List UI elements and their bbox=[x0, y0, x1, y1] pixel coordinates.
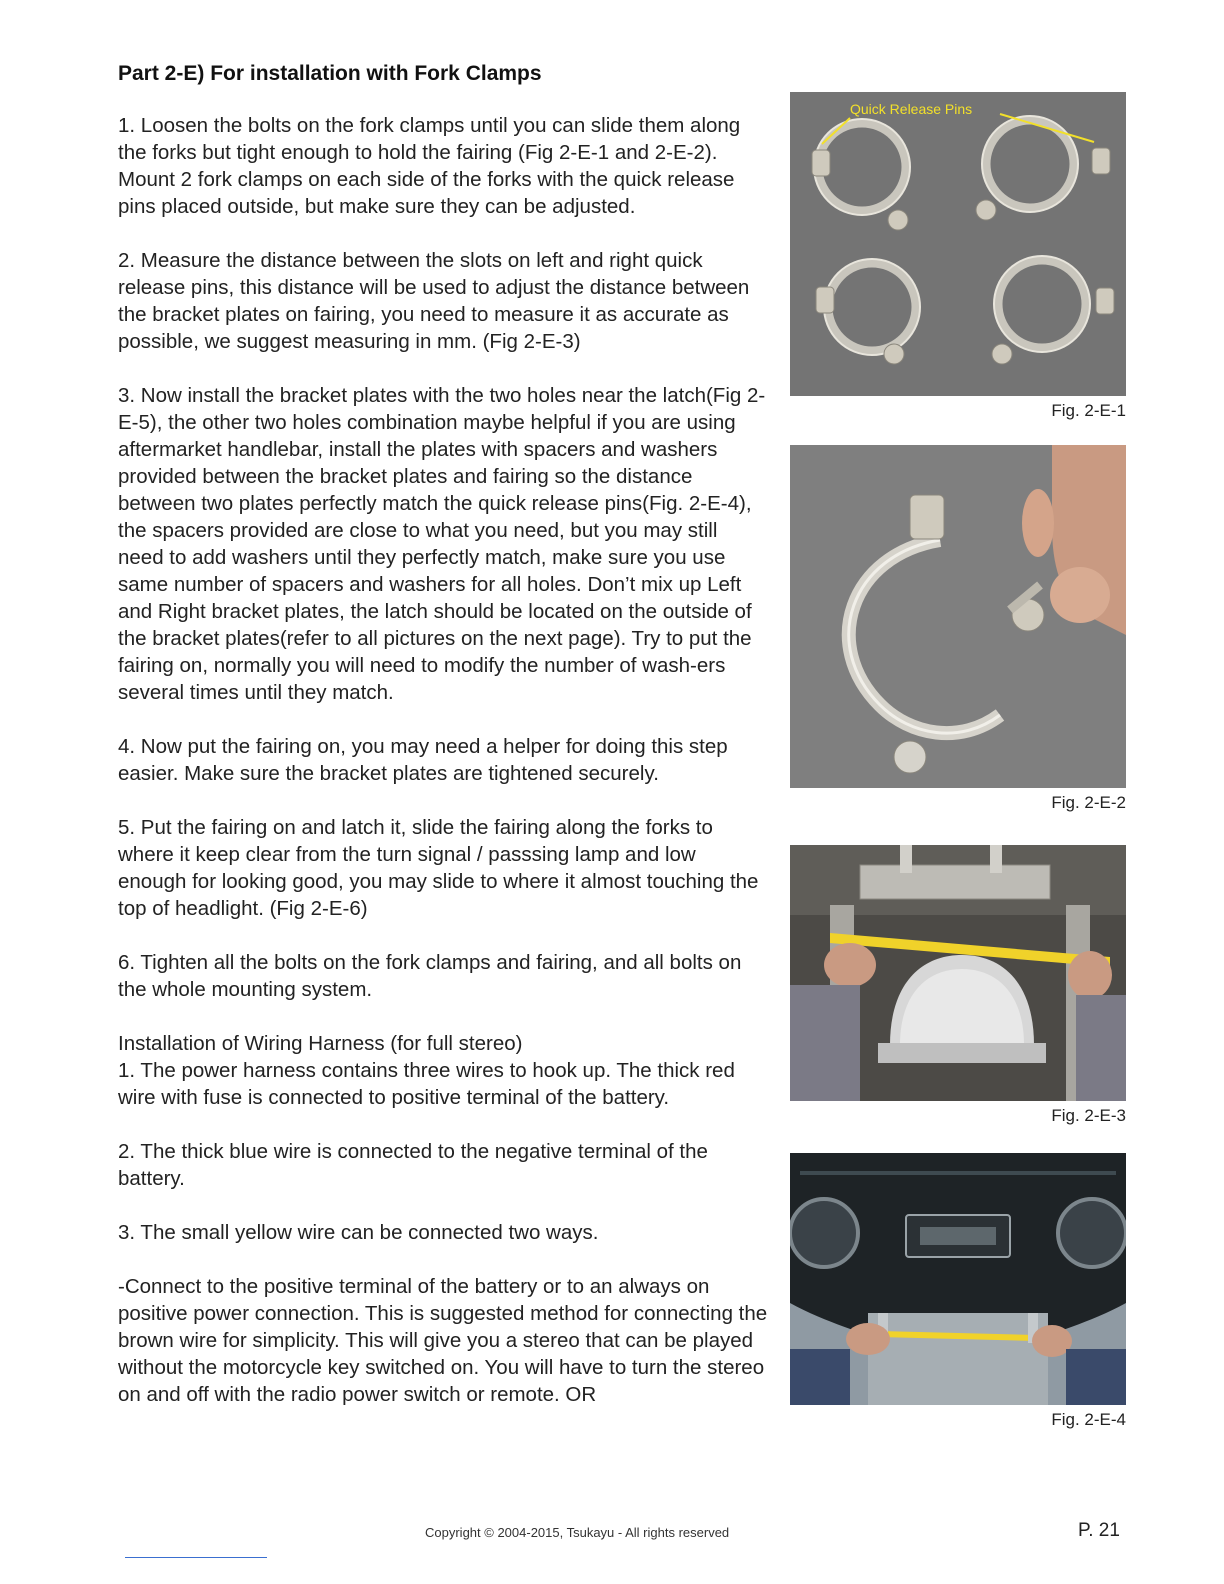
figure-2-e-1 bbox=[790, 92, 1126, 421]
figure-caption: Fig. 2-E-3 bbox=[1051, 1106, 1126, 1125]
step-3: 3. Now install the bracket plates with the two holes near the latch(Fig 2-E-5), the other two holes combination maybe helpful if you are using aftermarket handlebar, install the plates with spacers and washers provided between the bracket plates and fairing so the distance between two plates perfectly match the quick release pins(Fig. 2-E-4), the spacers provided are close to what you need, but you may still need to add washers until they perfectly match, make sure you use same number of spacers and washers for all holes. Don’t mix up Left and Right bracket plates, the latch should be located on the outside of the bracket plates(refer to all pictures on the next page). Try to put the fairing on, normally you will need to modify the number of wash-ers several times until they match. bbox=[118, 384, 766, 704]
wiring-heading: Installation of Wiring Harness (for full stereo) bbox=[118, 1032, 523, 1055]
measuring-tape-photo bbox=[790, 845, 1126, 1101]
quick-release-pins-label: Quick Release Pins bbox=[850, 101, 973, 117]
step-4: 4. Now put the fairing on, you may need a helper for doing this step easier. Make sure the bracket plates are tightened securely. bbox=[118, 735, 728, 785]
figure-2-e-3 bbox=[790, 845, 1126, 1126]
wiring-step-3: 3. The small yellow wire can be connected two ways. bbox=[118, 1221, 599, 1244]
page-number: P. 21 bbox=[1078, 1520, 1120, 1541]
step-6: 6. Tighten all the bolts on the fork clamps and fairing, and all bolts on the whole mounting system. bbox=[118, 951, 742, 1001]
wiring-option-a: -Connect to the positive terminal of the battery or to an always on positive power connection. This is suggested method for connecting the brown wire for simplicity. This will give you a stereo that can be played without the motorcycle key switched on. You will have to turn the stereo on and off with the radio power switch or remote. OR bbox=[118, 1275, 768, 1406]
fairing-measure-photo bbox=[790, 1153, 1126, 1405]
step-5: 5. Put the fairing on and latch it, slide the fairing along the forks to where it keep clear from the turn signal / passsing lamp and low enough for looking good, you may slide to where it almost touching the top of headlight. (Fig 2-E-6) bbox=[118, 816, 759, 920]
fairing-measure-illustration bbox=[790, 1153, 1126, 1405]
footer-rule bbox=[125, 1557, 267, 1558]
figure-caption: Fig. 2-E-4 bbox=[1051, 1410, 1126, 1429]
clamp-in-hand-illustration bbox=[790, 445, 1126, 788]
fork-clamps-illustration bbox=[790, 92, 1126, 396]
figure-caption: Fig. 2-E-1 bbox=[1051, 401, 1126, 420]
measuring-tape-illustration bbox=[790, 845, 1126, 1101]
section-heading: Part 2-E) For installation with Fork Clamps bbox=[118, 62, 542, 85]
figure-2-e-4 bbox=[790, 1153, 1126, 1430]
wiring-step-2: 2. The thick blue wire is connected to the negative terminal of the battery. bbox=[118, 1140, 708, 1190]
wiring-step-1: 1. The power harness contains three wires to hook up. The thick red wire with fuse is connected to positive terminal of the battery. bbox=[118, 1059, 735, 1109]
instructions-column bbox=[118, 60, 768, 1435]
clamp-in-hand-photo bbox=[790, 445, 1126, 788]
step-1: 1. Loosen the bolts on the fork clamps until you can slide them along the forks but tight enough to hold the fairing (Fig 2-E-1 and 2-E-2). Mount 2 fork clamps on each side of the forks with the quick release pins placed outside, but make sure they can be adjusted. bbox=[118, 114, 741, 218]
figure-2-e-2 bbox=[790, 445, 1126, 813]
copyright-notice: Copyright © 2004-2015, Tsukayu - All rights reserved bbox=[425, 1525, 730, 1540]
step-2: 2. Measure the distance between the slots on left and right quick release pins, this distance will be used to adjust the distance between the bracket plates on fairing, you need to measure it as accurate as possible, we suggest measuring in mm. (Fig 2-E-3) bbox=[118, 249, 750, 353]
figure-caption: Fig. 2-E-2 bbox=[1051, 793, 1126, 812]
fork-clamps-photo bbox=[790, 92, 1126, 396]
